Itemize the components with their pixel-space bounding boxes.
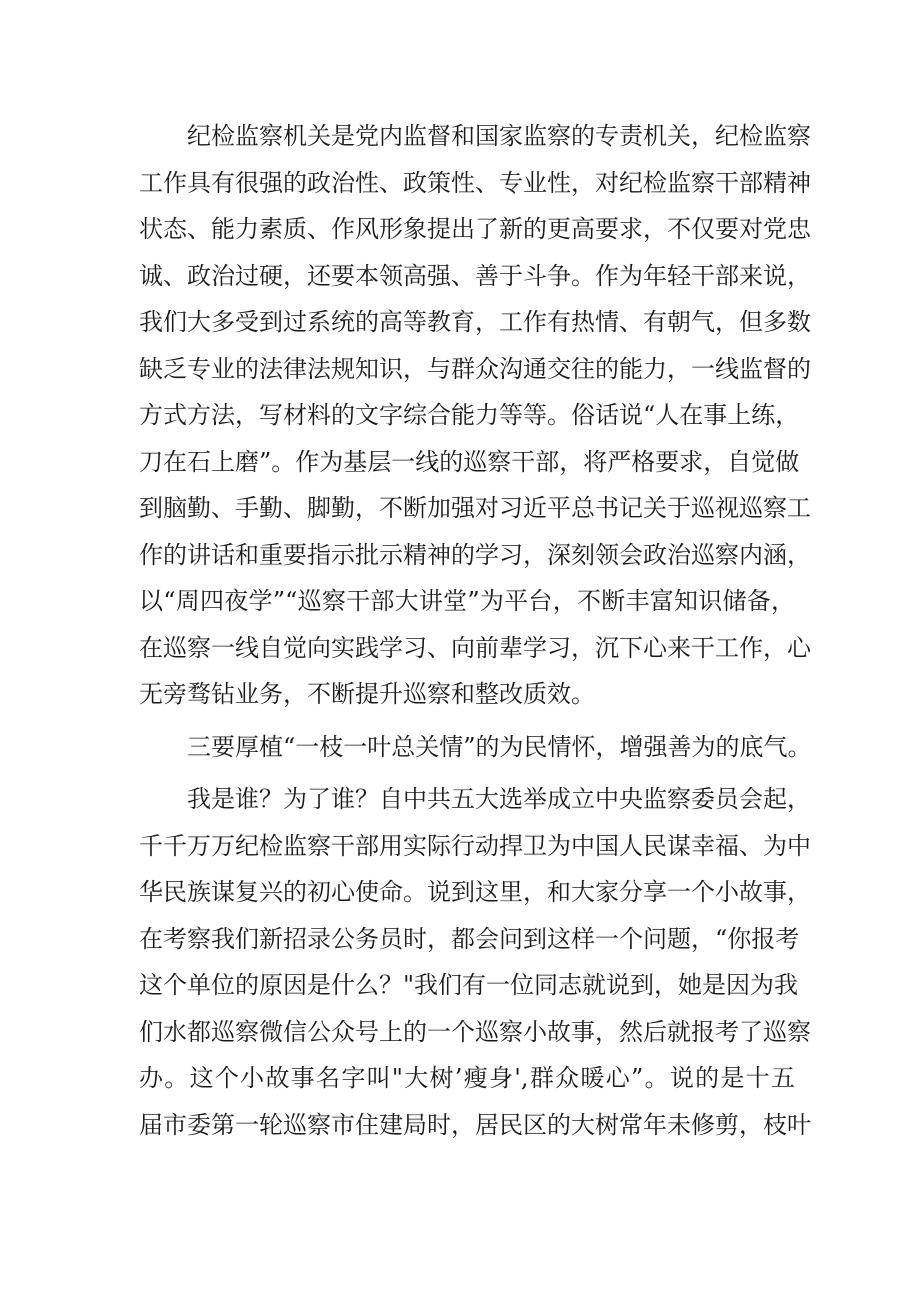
text-line: 我们大多受到过系统的高等教育，工作有热情、有朝气，但多数 bbox=[139, 308, 811, 336]
text-line: 以“周四夜学”“巡察干部大讲堂”为平台，不断丰富知识储备， bbox=[139, 587, 795, 615]
text-line: 纪检监察机关是党内监督和国家监察的专责机关，纪检监察 bbox=[139, 122, 811, 150]
text-line: 办。这个小故事名字叫"大树’瘦身',群众暖心”。说的是十五 bbox=[139, 1064, 795, 1092]
text-line: 缺乏专业的法律法规知识，与群众沟通交往的能力，一线监督的 bbox=[139, 354, 811, 383]
text-line: 状态、能力素质、作风形象提出了新的更高要求，不仅要对党忠 bbox=[139, 215, 811, 243]
paragraph-3 bbox=[139, 776, 811, 1148]
text-line: 诚、政治过硬，还要本领高强、善于斗争。作为年轻干部来说， bbox=[139, 261, 811, 290]
text-line: 在考察我们新招录公务员时，都会问到这样一个问题，“你报考 bbox=[139, 924, 800, 953]
text-line: 千千万万纪检监察干部用实际行动捍卫为中国人民谋幸福、为中 bbox=[139, 831, 811, 860]
text-line: 作的讲话和重要指示批示精神的学习，深刻领会政治巡察内涵， bbox=[139, 540, 811, 569]
text-line: 届市委第一轮巡察市住建局时，居民区的大树常年未修剪，枝叶 bbox=[139, 1110, 811, 1139]
text-line: 华民族谋复兴的初心使命。说到这里，和大家分享一个小故事， bbox=[139, 878, 811, 906]
text-line: 三要厚植“一枝一叶总关情”的为民情怀，增强善为的底气。 bbox=[139, 732, 812, 761]
document-body bbox=[139, 113, 812, 1148]
paragraph-1 bbox=[139, 113, 811, 718]
paragraph-2-heading bbox=[139, 724, 812, 771]
text-line: 无旁骛钻业务，不断提升巡察和整改质效。 bbox=[139, 680, 595, 708]
text-line: 在巡察一线自觉向实践学习、向前辈学习，沉下心来干工作，心 bbox=[139, 633, 811, 662]
text-line: 我是谁？为了谁？自中共五大选举成立中央监察委员会起， bbox=[139, 785, 811, 813]
text-line: 工作具有很强的政治性、政策性、专业性，对纪检监察干部精神 bbox=[139, 168, 811, 197]
text-line: 刀在石上磨”。作为基层一线的巡察干部，将严格要求，自觉做 bbox=[139, 447, 800, 476]
text-line: 这个单位的原因是什么？"我们有一位同志就说到，她是因为我 bbox=[139, 971, 799, 999]
text-line: 们水都巡察微信公众号上的一个巡察小故事，然后就报考了巡察 bbox=[139, 1017, 811, 1046]
text-line: 方式方法，写材料的文字综合能力等等。俗话说“人在事上练， bbox=[139, 401, 800, 429]
text-line: 到脑勤、手勤、脚勤，不断加强对习近平总书记关于巡视巡察工 bbox=[139, 494, 811, 522]
